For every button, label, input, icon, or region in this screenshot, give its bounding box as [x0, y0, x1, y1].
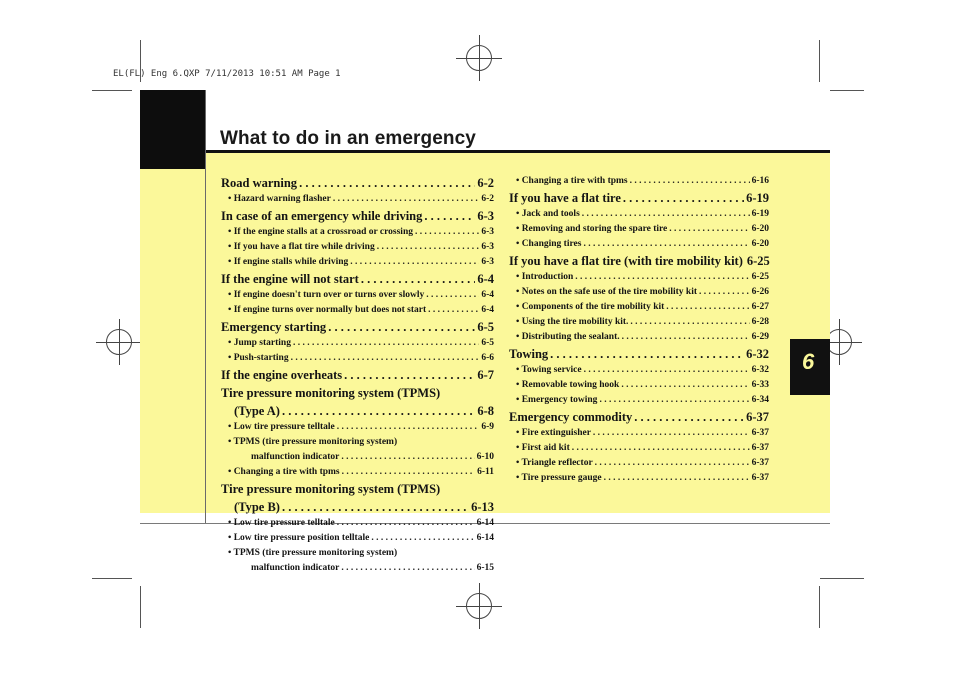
toc-subsection-entry [509, 300, 769, 315]
toc-right-column [509, 174, 769, 486]
dot-leader [291, 351, 480, 366]
toc-section-entry [509, 408, 769, 426]
toc-page-number: 6-29 [751, 332, 769, 342]
page-title: What to do in an emergency [220, 128, 476, 149]
toc-subsection-entry [509, 426, 769, 441]
toc-subsection-entry [509, 441, 769, 456]
toc-page-number: 6-32 [746, 347, 769, 361]
toc-entry-label: If the engine will not start [221, 272, 359, 286]
toc-left-column [221, 174, 494, 576]
toc-entry-label: Emergency starting [221, 320, 327, 334]
toc-page-number: 6-2 [481, 194, 494, 204]
dot-leader [666, 300, 749, 315]
toc-entry-label: (Type A) [234, 404, 280, 418]
toc-page-number: 6-37 [751, 473, 769, 483]
toc-subsection-entry [221, 351, 494, 366]
dot-leader [344, 366, 475, 384]
dot-leader [599, 393, 749, 408]
toc-entry-label: Towing [509, 347, 549, 361]
toc-subsection-entry [509, 471, 769, 486]
toc-page-number: 6-3 [481, 257, 494, 267]
toc-page-number: 6-4 [481, 305, 494, 315]
toc-page-number: 6-2 [477, 176, 494, 190]
toc-entry-label: Road warning [221, 176, 298, 190]
toc-page-number: 6-37 [751, 458, 769, 468]
toc-subsection-entry [221, 192, 494, 207]
toc-entry-label: In case of an emergency while driving [221, 209, 423, 223]
toc-page-number: 6-15 [476, 563, 494, 573]
toc-entry-label: • Changing a tire with tpms [516, 176, 628, 186]
dot-leader [371, 531, 474, 546]
toc-entry-label: • Triangle reflector [516, 458, 593, 468]
toc-subsection-entry [509, 330, 769, 345]
margin-rule [205, 90, 206, 523]
toc-entry-label: (Type B) [234, 500, 280, 514]
dot-leader [333, 192, 480, 207]
dot-leader [337, 516, 475, 531]
toc-subsection-entry [221, 303, 494, 318]
crop-mark [140, 586, 141, 628]
toc-entry-label: • Notes on the safe use of the tire mobility kit [516, 287, 697, 297]
dot-leader [582, 207, 750, 222]
crop-mark [92, 578, 132, 579]
toc-subsection-entry [221, 288, 494, 303]
toc-page-number: 6-33 [751, 380, 769, 390]
dot-leader [424, 207, 475, 225]
toc-subsection-entry [221, 225, 494, 240]
left-margin-panel [140, 169, 206, 513]
dot-leader [377, 240, 480, 255]
toc-entry-label: • TPMS (tire pressure monitoring system) [228, 548, 398, 558]
crop-mark [819, 586, 820, 628]
dot-leader [669, 222, 749, 237]
toc-page-number: 6-9 [481, 422, 494, 432]
toc-section-entry [221, 318, 494, 336]
dot-leader [623, 189, 744, 207]
toc-page-number: 6-7 [477, 368, 494, 382]
dot-leader [282, 498, 469, 516]
crop-mark [92, 90, 132, 91]
dot-leader [342, 465, 475, 480]
toc-page-number: 6-10 [476, 452, 494, 462]
toc-entry-label: • Changing tires [516, 239, 582, 249]
toc-page-number: 6-16 [751, 176, 769, 186]
toc-page-number: 6-20 [751, 224, 769, 234]
dot-leader [299, 174, 475, 192]
toc-section-entry [221, 366, 494, 384]
toc-entry-label: If you have a flat tire [509, 191, 621, 205]
toc-subsection-entry [221, 450, 494, 465]
dot-leader [621, 378, 749, 393]
dot-leader [575, 270, 749, 285]
toc-entry-label: • Low tire pressure telltale [228, 422, 335, 432]
toc-entry-label: • If engine stalls while driving [228, 257, 349, 267]
toc-section-entry [221, 174, 494, 192]
dot-leader [415, 225, 479, 240]
toc-page-number: 6-20 [751, 239, 769, 249]
toc-page-number: 6-6 [481, 353, 494, 363]
toc-page-number: 6-25 [751, 272, 769, 282]
chapter-tab-number: 6 [802, 349, 815, 374]
toc-page-number: 6-34 [751, 395, 769, 405]
dot-leader [630, 315, 749, 330]
toc-entry-label: • If you have a flat tire while driving [228, 242, 375, 252]
dot-leader [584, 363, 750, 378]
toc-section-entry [221, 402, 494, 420]
toc-page-number: 6-37 [751, 428, 769, 438]
toc-entry-label: If you have a flat tire (with tire mobility kit) [509, 254, 743, 268]
toc-subsection-entry [509, 222, 769, 237]
toc-subsection-entry [509, 270, 769, 285]
toc-entry-heading-line [221, 435, 494, 450]
toc-entry-label: • Tire pressure gauge [516, 473, 602, 483]
dot-leader [572, 441, 750, 456]
toc-subsection-entry [221, 336, 494, 351]
toc-entry-label: • If the engine stalls at a crossroad or crossing [228, 227, 413, 237]
toc-entry-label: • Low tire pressure position telltale [228, 533, 370, 543]
toc-subsection-entry [221, 531, 494, 546]
toc-page-number: 6-19 [751, 209, 769, 219]
toc-subsection-entry [509, 363, 769, 378]
toc-page-number: 6-28 [751, 317, 769, 327]
toc-entry-label: • Towing service [516, 365, 582, 375]
dot-leader [337, 420, 480, 435]
toc-entry-label: • First aid kit [516, 443, 570, 453]
toc-entry-label: • Emergency towing [516, 395, 598, 405]
toc-page-number: 6-26 [751, 287, 769, 297]
toc-page-number: 6-3 [481, 242, 494, 252]
toc-subsection-entry [509, 207, 769, 222]
toc-entry-label: • Changing a tire with tpms [228, 467, 340, 477]
dot-leader [630, 174, 750, 189]
toc-section-entry [221, 207, 494, 225]
dot-leader [593, 426, 750, 441]
toc-subsection-entry [509, 393, 769, 408]
toc-entry-label: Tire pressure monitoring system (TPMS) [221, 386, 441, 400]
crop-mark [820, 578, 864, 579]
toc-subsection-entry [509, 378, 769, 393]
dot-leader [622, 330, 750, 345]
dot-leader [328, 318, 475, 336]
dot-leader [699, 285, 750, 300]
toc-entry-label: • Using the tire mobility kit. [516, 317, 629, 327]
toc-entry-label: • Push-starting [228, 353, 289, 363]
toc-section-entry [509, 345, 769, 363]
toc-subsection-entry [509, 285, 769, 300]
dot-leader [595, 456, 750, 471]
toc-entry-label: • Jump starting [228, 338, 291, 348]
toc-page-number: 6-4 [481, 290, 494, 300]
dot-leader [583, 237, 749, 252]
toc-entry-label: • Fire extinguisher [516, 428, 591, 438]
toc-entry-label: • TPMS (tire pressure monitoring system) [228, 437, 398, 447]
toc-page-number: 6-14 [476, 533, 494, 543]
corner-block [140, 90, 206, 169]
toc-section-entry [221, 498, 494, 516]
toc-page-number: 6-4 [477, 272, 494, 286]
toc-subsection-entry [221, 420, 494, 435]
print-slug: EL(FL) Eng 6.QXP 7/11/2013 10:51 AM Page 1 [113, 69, 341, 79]
toc-page-number: 6-14 [476, 518, 494, 528]
toc-page-number: 6-3 [477, 209, 494, 223]
dot-leader [426, 288, 479, 303]
dot-leader [341, 450, 474, 465]
toc-subsection-entry [221, 516, 494, 531]
toc-page-number: 6-25 [746, 254, 770, 268]
toc-page-number: 6-11 [477, 467, 494, 477]
toc-subsection-entry [509, 237, 769, 252]
toc-subsection-entry [509, 174, 769, 189]
toc-subsection-entry [221, 240, 494, 255]
toc-subsection-entry [509, 456, 769, 471]
toc-entry-label: If the engine overheats [221, 368, 343, 382]
toc-subsection-entry [221, 465, 494, 480]
toc-page-number: 6-37 [746, 410, 769, 424]
toc-entry-label: • Components of the tire mobility kit [516, 302, 665, 312]
title-rule [206, 150, 830, 153]
toc-entry-label: • If engine turns over normally but does not start [228, 305, 427, 315]
toc-entry-label: • Removing and storing the spare tire [516, 224, 668, 234]
toc-subsection-entry [221, 561, 494, 576]
toc-entry-label: • Jack and tools [516, 209, 580, 219]
toc-page-number: 6-5 [477, 320, 494, 334]
toc-entry-heading-line [221, 480, 494, 498]
toc-entry-label: • Low tire pressure telltale [228, 518, 335, 528]
toc-entry-label: • If engine doesn't turn over or turns over slowly [228, 290, 425, 300]
toc-entry-label: Tire pressure monitoring system (TPMS) [221, 482, 441, 496]
toc-entry-heading-line [221, 546, 494, 561]
toc-page-number: 6-13 [471, 500, 494, 514]
dot-leader [604, 471, 750, 486]
toc-entry-label: • Hazard warning flasher [228, 194, 331, 204]
toc-section-entry [221, 270, 494, 288]
toc-entry-heading-line [221, 384, 494, 402]
toc-subsection-entry [509, 315, 769, 330]
toc-page-number: 6-37 [751, 443, 769, 453]
toc-subsection-entry [221, 255, 494, 270]
dot-leader [293, 336, 479, 351]
toc-page-number: 6-3 [481, 227, 494, 237]
dot-leader [341, 561, 474, 576]
toc-entry-label: malfunction indicator [251, 452, 340, 462]
dot-leader [361, 270, 475, 288]
toc-page-number: 6-32 [751, 365, 769, 375]
dot-leader [350, 255, 479, 270]
dot-leader [428, 303, 479, 318]
toc-page-number: 6-19 [746, 191, 769, 205]
crop-mark [819, 40, 820, 82]
toc-entry-label: • Removable towing hook [516, 380, 620, 390]
toc-entry-label: Emergency commodity [509, 410, 633, 424]
toc-page-number: 6-8 [477, 404, 494, 418]
toc-section-entry [509, 189, 769, 207]
toc-entry-label: • Introduction [516, 272, 574, 282]
toc-page-number: 6-27 [751, 302, 769, 312]
toc-section-entry [509, 252, 769, 270]
toc-entry-label: • Distributing the sealant. [516, 332, 620, 342]
dot-leader [282, 402, 475, 420]
toc-entry-label: malfunction indicator [251, 563, 340, 573]
dot-leader [550, 345, 744, 363]
toc-page-number: 6-5 [481, 338, 494, 348]
dot-leader [634, 408, 744, 426]
